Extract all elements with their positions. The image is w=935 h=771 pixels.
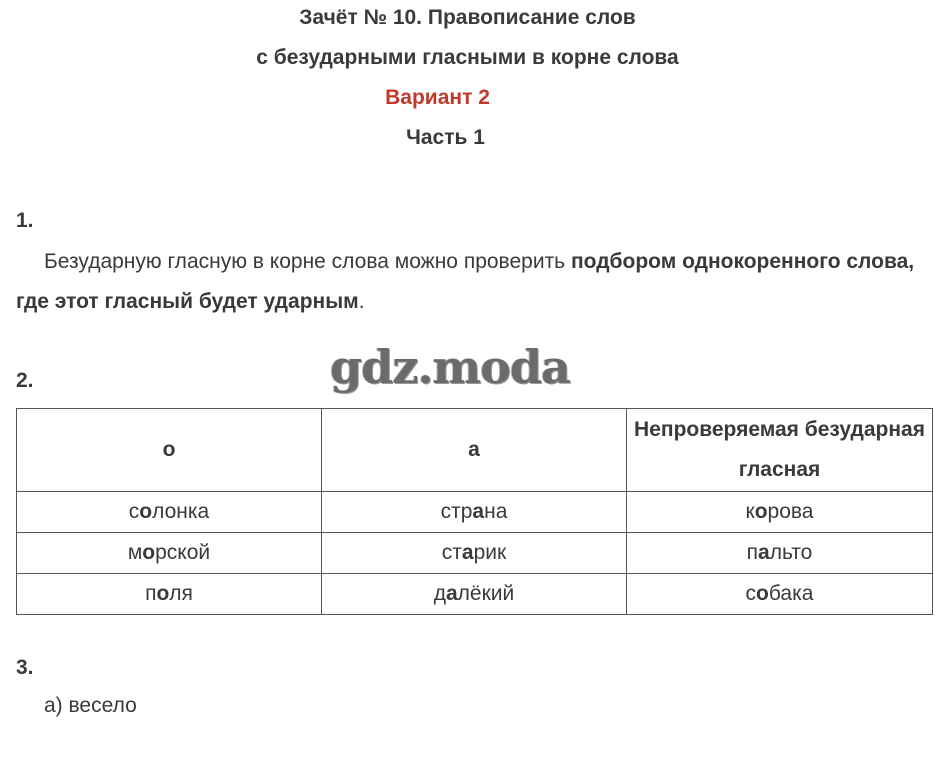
table-header-a: а bbox=[322, 409, 627, 492]
word-prefix: м bbox=[127, 541, 143, 564]
word-suffix: льто bbox=[769, 541, 813, 564]
word-prefix: с bbox=[128, 500, 140, 523]
table-cell-word bbox=[322, 574, 627, 615]
task-1-text-plain: Безударную гласную в корне слова можно проверить bbox=[44, 250, 571, 273]
table-row bbox=[17, 492, 933, 533]
title-line-2: с безударными гласными в корне слова bbox=[256, 46, 679, 69]
watermark-logo: gdz.moda bbox=[330, 340, 570, 394]
word-prefix: стр bbox=[440, 500, 473, 523]
table-cell-word bbox=[627, 533, 933, 574]
word-prefix: ст bbox=[441, 541, 462, 564]
table-cell-word bbox=[17, 492, 322, 533]
task-1-text-bold: подбором однокоренного слова, где этот гласный будет ударным bbox=[16, 250, 915, 313]
task-3-number: 3. bbox=[16, 656, 34, 679]
task-1-text bbox=[16, 242, 926, 322]
table-cell-word bbox=[17, 574, 322, 615]
title-line-1: Зачёт № 10. Правописание слов bbox=[299, 6, 636, 29]
word-suffix: ля bbox=[169, 582, 193, 605]
word-vowel: о bbox=[756, 582, 769, 605]
word-vowel: о bbox=[156, 582, 170, 605]
task-2-number: 2. bbox=[16, 369, 34, 392]
word-suffix: на bbox=[484, 500, 508, 523]
word-prefix: с bbox=[745, 582, 757, 605]
table-cell-word bbox=[322, 492, 627, 533]
word-suffix: рик bbox=[473, 541, 507, 564]
table-header-o: о bbox=[17, 409, 322, 492]
word-vowel: а bbox=[472, 500, 485, 523]
table-header-unverifiable: Непроверяемая безударная гласная bbox=[627, 409, 933, 492]
word-vowel: о bbox=[139, 500, 153, 523]
word-vowel: о bbox=[754, 500, 768, 523]
word-suffix: лёкий bbox=[457, 582, 515, 605]
word-suffix: рской bbox=[155, 541, 211, 564]
table-cell-word bbox=[627, 574, 933, 615]
word-vowel: а bbox=[461, 541, 474, 564]
task-1-number: 1. bbox=[16, 209, 34, 232]
variant-label: Вариант 2 bbox=[385, 86, 490, 109]
part-label: Часть 1 bbox=[406, 126, 485, 149]
word-vowel: а bbox=[445, 582, 458, 605]
word-suffix: лонка bbox=[152, 500, 210, 523]
word-suffix: бака bbox=[768, 582, 814, 605]
word-suffix: рова bbox=[767, 500, 814, 523]
word-prefix: к bbox=[745, 500, 755, 523]
task-1-text-end: . bbox=[358, 290, 365, 313]
table-body bbox=[17, 492, 933, 615]
vowels-table bbox=[16, 408, 933, 615]
word-prefix: д bbox=[433, 582, 446, 605]
table-row bbox=[17, 574, 933, 615]
word-vowel: о bbox=[142, 541, 156, 564]
word-vowel: а bbox=[758, 541, 770, 564]
word-prefix: п bbox=[145, 582, 157, 605]
table-cell-word bbox=[627, 492, 933, 533]
table-row bbox=[17, 533, 933, 574]
table-cell-word bbox=[322, 533, 627, 574]
task-3-answer: а) весело bbox=[44, 694, 137, 717]
table-cell-word bbox=[17, 533, 322, 574]
word-prefix: п bbox=[746, 541, 759, 564]
